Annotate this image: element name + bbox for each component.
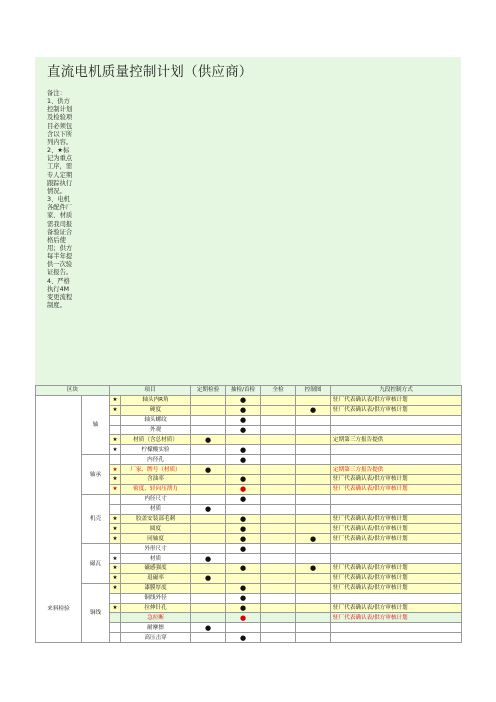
full-inspection-mark bbox=[261, 465, 296, 475]
periodic-mark bbox=[191, 405, 226, 415]
control-method bbox=[331, 494, 462, 504]
item-name: 铜线外径 bbox=[121, 593, 191, 603]
sampling-mark bbox=[226, 465, 261, 475]
periodic-mark bbox=[191, 455, 226, 465]
item-name: 材质 bbox=[121, 554, 191, 564]
periodic-mark: ● bbox=[191, 573, 226, 583]
full-inspection-mark bbox=[261, 583, 296, 593]
full-inspection-mark bbox=[261, 524, 296, 534]
sampling-mark bbox=[226, 554, 261, 564]
key-process-star: ★ bbox=[110, 554, 121, 564]
key-process-star bbox=[110, 623, 121, 633]
item-name: 拉伸针孔 bbox=[121, 603, 191, 613]
header-method: 九段控制方式 bbox=[331, 386, 462, 396]
control-method: 驻厂代表确认表/供方审核计划 bbox=[331, 514, 462, 524]
control-method bbox=[331, 445, 462, 455]
item-name: 外观 bbox=[121, 425, 191, 435]
periodic-mark bbox=[191, 425, 226, 435]
sampling-mark: ● bbox=[226, 514, 261, 524]
periodic-mark bbox=[191, 564, 226, 574]
full-inspection-mark bbox=[261, 514, 296, 524]
sampling-mark: ● bbox=[226, 395, 261, 405]
group-cell: 铜线 bbox=[82, 583, 110, 642]
control-method: 驻厂代表确认表/供方审核计划 bbox=[331, 475, 462, 485]
header-control-chart: 控制图 bbox=[296, 386, 331, 396]
periodic-mark bbox=[191, 395, 226, 405]
item-name: 轴头内R角 bbox=[121, 395, 191, 405]
table-row bbox=[36, 494, 462, 504]
sampling-mark: ● bbox=[226, 415, 261, 425]
item-name: 圆度 bbox=[121, 524, 191, 534]
key-process-star: ★ bbox=[110, 564, 121, 574]
control-chart-mark bbox=[296, 465, 331, 475]
periodic-mark: ● bbox=[191, 554, 226, 564]
header-sampling: 抽检/首检 bbox=[226, 386, 261, 396]
key-process-star: ★ bbox=[110, 603, 121, 613]
sampling-mark bbox=[226, 623, 261, 633]
periodic-mark bbox=[191, 583, 226, 593]
header-area: 区块 bbox=[36, 386, 110, 396]
control-method: 驻厂代表确认表/供方审核计划 bbox=[331, 573, 462, 583]
periodic-mark bbox=[191, 475, 226, 485]
control-chart-mark: ● bbox=[296, 534, 331, 544]
key-process-star bbox=[110, 544, 121, 554]
sampling-mark bbox=[226, 573, 261, 583]
periodic-mark bbox=[191, 603, 226, 613]
control-chart-mark bbox=[296, 415, 331, 425]
item-name: 耐摩擦 bbox=[121, 623, 191, 633]
control-chart-mark bbox=[296, 514, 331, 524]
key-process-star bbox=[110, 613, 121, 623]
control-chart-mark bbox=[296, 445, 331, 455]
table-row bbox=[36, 544, 462, 554]
full-inspection-mark bbox=[261, 603, 296, 613]
table-header-row bbox=[36, 386, 462, 396]
sampling-mark: ● bbox=[226, 425, 261, 435]
group-cell: 磁瓦 bbox=[82, 544, 110, 584]
control-chart-mark bbox=[296, 435, 331, 445]
item-name: 内径孔 bbox=[121, 455, 191, 465]
full-inspection-mark bbox=[261, 593, 296, 603]
key-process-star: ★ bbox=[110, 465, 121, 475]
periodic-mark: ● bbox=[191, 465, 226, 475]
periodic-mark: ● bbox=[191, 623, 226, 633]
key-process-star: ★ bbox=[110, 514, 121, 524]
item-name: 急拉断 bbox=[121, 613, 191, 623]
header-periodic: 定期检验 bbox=[191, 386, 226, 396]
control-chart-mark bbox=[296, 475, 331, 485]
control-chart-mark bbox=[296, 455, 331, 465]
item-name: 硬度 bbox=[121, 405, 191, 415]
full-inspection-mark bbox=[261, 573, 296, 583]
full-inspection-mark bbox=[261, 613, 296, 623]
control-chart-mark bbox=[296, 425, 331, 435]
sampling-mark: ● bbox=[226, 544, 261, 554]
full-inspection-mark bbox=[261, 534, 296, 544]
periodic-mark bbox=[191, 613, 226, 623]
key-process-star bbox=[110, 455, 121, 465]
control-method bbox=[331, 633, 462, 643]
key-process-star: ★ bbox=[110, 534, 121, 544]
full-inspection-mark bbox=[261, 415, 296, 425]
control-method bbox=[331, 554, 462, 564]
full-inspection-mark bbox=[261, 425, 296, 435]
full-inspection-mark bbox=[261, 435, 296, 445]
sampling-mark: ● bbox=[226, 534, 261, 544]
group-cell: 轴承 bbox=[82, 455, 110, 495]
sampling-mark: ● bbox=[226, 475, 261, 485]
full-inspection-mark bbox=[261, 484, 296, 494]
periodic-mark bbox=[191, 484, 226, 494]
control-chart-mark: ● bbox=[296, 564, 331, 574]
sampling-mark: ● bbox=[226, 484, 261, 494]
full-inspection-mark bbox=[261, 475, 296, 485]
sampling-mark bbox=[226, 435, 261, 445]
control-method: 驻厂代表确认表/供方审核计划 bbox=[331, 405, 462, 415]
control-method: 驻厂代表确认表/供方审核计划 bbox=[331, 603, 462, 613]
sampling-mark: ● bbox=[226, 583, 261, 593]
header-full: 全检 bbox=[261, 386, 296, 396]
periodic-mark bbox=[191, 633, 226, 643]
control-chart-mark bbox=[296, 524, 331, 534]
key-process-star bbox=[110, 425, 121, 435]
item-name: 高压击穿 bbox=[121, 633, 191, 643]
table-body bbox=[36, 395, 462, 642]
sampling-mark: ● bbox=[226, 633, 261, 643]
item-name: 含油率 bbox=[121, 475, 191, 485]
full-inspection-mark bbox=[261, 494, 296, 504]
remark-note: 备注：1、供方控制计划及检验项目必须包含以下所列内容。2、★标记为重点工序，需专人定期跟踪执行情况。3、电机各配件厂家、材质需我司报备验证合格后使用；供方每半年提供一次验证报告。4、严格执行4M变更流程制度。 bbox=[47, 90, 73, 310]
key-process-star: ★ bbox=[110, 524, 121, 534]
item-name: 同轴度 bbox=[121, 534, 191, 544]
control-chart-mark bbox=[296, 504, 331, 514]
control-method: 驻厂代表确认表/供方审核计划 bbox=[331, 484, 462, 494]
key-process-star: ★ bbox=[110, 583, 121, 593]
key-process-star: ★ bbox=[110, 484, 121, 494]
control-chart-mark bbox=[296, 484, 331, 494]
group-cell: 轴 bbox=[82, 395, 110, 454]
periodic-mark bbox=[191, 445, 226, 455]
periodic-mark bbox=[191, 514, 226, 524]
header-item: 项目 bbox=[110, 386, 191, 396]
control-chart-mark: ● bbox=[296, 405, 331, 415]
periodic-mark: ● bbox=[191, 504, 226, 514]
item-name: 密度、轻向压溃力 bbox=[121, 484, 191, 494]
sampling-mark: ● bbox=[226, 405, 261, 415]
item-name: 外形尺寸 bbox=[121, 544, 191, 554]
control-method bbox=[331, 504, 462, 514]
group-cell: 机壳 bbox=[82, 494, 110, 543]
key-process-star: ★ bbox=[110, 395, 121, 405]
full-inspection-mark bbox=[261, 504, 296, 514]
periodic-mark bbox=[191, 524, 226, 534]
sampling-mark bbox=[226, 504, 261, 514]
control-plan-sheet bbox=[35, 57, 461, 643]
key-process-star bbox=[110, 494, 121, 504]
full-inspection-mark bbox=[261, 395, 296, 405]
item-name: 材质（含总材质） bbox=[121, 435, 191, 445]
control-method bbox=[331, 425, 462, 435]
full-inspection-mark bbox=[261, 633, 296, 643]
sampling-mark: ● bbox=[226, 524, 261, 534]
item-name: 柠檬酸实验 bbox=[121, 445, 191, 455]
key-process-star: ★ bbox=[110, 405, 121, 415]
key-process-star bbox=[110, 504, 121, 514]
item-name: 退磁率 bbox=[121, 573, 191, 583]
periodic-mark bbox=[191, 544, 226, 554]
periodic-mark bbox=[191, 494, 226, 504]
control-method: 驻厂代表确认表/供方审核计划 bbox=[331, 583, 462, 593]
item-name: 轴头螺纹 bbox=[121, 415, 191, 425]
control-chart-mark bbox=[296, 593, 331, 603]
table-row bbox=[36, 455, 462, 465]
full-inspection-mark bbox=[261, 445, 296, 455]
item-name: 漆膜厚度 bbox=[121, 583, 191, 593]
key-process-star: ★ bbox=[110, 445, 121, 455]
control-method: 驻厂代表确认表/供方审核计划 bbox=[331, 613, 462, 623]
control-method bbox=[331, 544, 462, 554]
item-name: 内径尺寸 bbox=[121, 494, 191, 504]
full-inspection-mark bbox=[261, 554, 296, 564]
sampling-mark: ● bbox=[226, 593, 261, 603]
key-process-star bbox=[110, 593, 121, 603]
control-method bbox=[331, 415, 462, 425]
control-chart-mark bbox=[296, 633, 331, 643]
item-name: 材质 bbox=[121, 504, 191, 514]
full-inspection-mark bbox=[261, 623, 296, 633]
full-inspection-mark bbox=[261, 564, 296, 574]
full-inspection-mark bbox=[261, 544, 296, 554]
item-name: 厂家、牌号（材质） bbox=[121, 465, 191, 475]
sampling-mark: ● bbox=[226, 603, 261, 613]
key-process-star bbox=[110, 415, 121, 425]
sampling-mark: ● bbox=[226, 445, 261, 455]
control-method bbox=[331, 593, 462, 603]
control-method: 驻厂代表确认表/供方审核计划 bbox=[331, 564, 462, 574]
item-name: 磁感强度 bbox=[121, 564, 191, 574]
control-chart-mark bbox=[296, 554, 331, 564]
key-process-star: ★ bbox=[110, 573, 121, 583]
control-method: 驻厂代表确认表/供方审核计划 bbox=[331, 395, 462, 405]
full-inspection-mark bbox=[261, 405, 296, 415]
control-chart-mark bbox=[296, 544, 331, 554]
control-method: 驻厂代表确认表/供方审核计划 bbox=[331, 524, 462, 534]
control-chart-mark bbox=[296, 603, 331, 613]
control-method: 定期第三方报告提供 bbox=[331, 435, 462, 445]
key-process-star: ★ bbox=[110, 475, 121, 485]
sampling-mark: ● bbox=[226, 455, 261, 465]
key-process-star: ★ bbox=[110, 435, 121, 445]
sampling-mark: ● bbox=[226, 494, 261, 504]
page-title: 直流电机质量控制计划（供应商） bbox=[47, 64, 253, 80]
key-process-star bbox=[110, 633, 121, 643]
area-incoming-inspection: 来料检验 bbox=[36, 395, 82, 642]
control-chart-mark bbox=[296, 623, 331, 633]
sampling-mark: ● bbox=[226, 564, 261, 574]
full-inspection-mark bbox=[261, 455, 296, 465]
periodic-mark bbox=[191, 534, 226, 544]
item-name: 胶盖安装部毛刺 bbox=[121, 514, 191, 524]
control-chart-mark bbox=[296, 395, 331, 405]
control-method bbox=[331, 455, 462, 465]
periodic-mark bbox=[191, 415, 226, 425]
table-row bbox=[36, 583, 462, 593]
control-method: 定期第三方报告提供 bbox=[331, 465, 462, 475]
control-method bbox=[331, 623, 462, 633]
control-plan-table bbox=[35, 385, 462, 643]
sampling-mark: ● bbox=[226, 613, 261, 623]
table-row bbox=[36, 395, 462, 405]
header-block bbox=[35, 57, 461, 385]
periodic-mark: ● bbox=[191, 435, 226, 445]
control-chart-mark bbox=[296, 494, 331, 504]
control-chart-mark bbox=[296, 613, 331, 623]
control-method: 驻厂代表确认表/供方审核计划 bbox=[331, 534, 462, 544]
periodic-mark bbox=[191, 593, 226, 603]
control-chart-mark bbox=[296, 573, 331, 583]
control-chart-mark bbox=[296, 583, 331, 593]
